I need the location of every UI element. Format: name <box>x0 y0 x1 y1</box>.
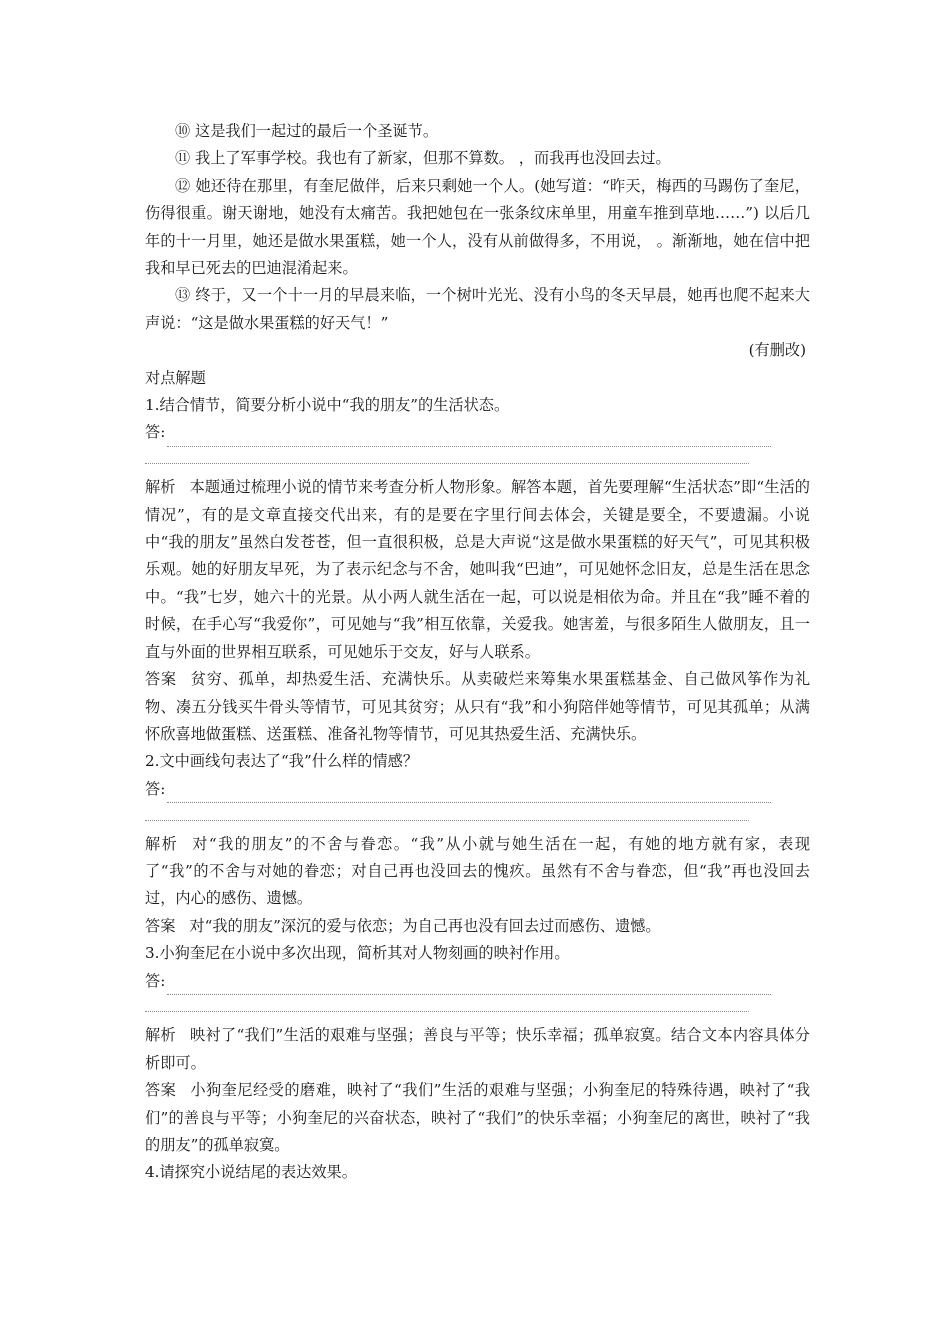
answer-3 <box>145 1077 810 1159</box>
document-page <box>145 118 810 1187</box>
analysis-label: 解析 <box>145 834 179 853</box>
answer-label: 答: <box>145 971 166 990</box>
answer-blank[interactable] <box>167 785 771 803</box>
answer-line-1[interactable] <box>145 419 810 446</box>
section-title: 对点解题 <box>145 368 206 387</box>
answer-blank-line-1[interactable] <box>145 447 810 474</box>
answer-label: 答: <box>145 423 166 442</box>
answer-2 <box>145 913 810 940</box>
answer-key-label: 答案 <box>145 1081 177 1100</box>
answer-line-2[interactable] <box>145 776 810 803</box>
paragraph-13: ⑬ 终于，又一个十一月的早晨来临，一个树叶光光、没有小鸟的冬天早晨，她再也爬不起来大声说：“这是做水果蛋糕的好天气！” <box>145 286 810 332</box>
question-3: 3.小狗奎尼在小说中多次出现，简析其对人物刻画的映衬作用。 <box>145 944 570 963</box>
question-2: 2.文中画线句表达了“我”什么样的情感？ <box>145 752 419 771</box>
answer-blank[interactable] <box>167 429 771 447</box>
analysis-label: 解析 <box>145 1026 176 1045</box>
analysis-label: 解析 <box>145 478 176 497</box>
answer-blank-line-2[interactable] <box>145 803 810 830</box>
answer-blank-line-3[interactable] <box>145 995 810 1022</box>
paragraph-11: ⑪ 我上了军事学校。我也有了新家，但那不算数。 ，而我再也没回去过。 <box>175 149 671 168</box>
answer-text: 贫穷、孤单，却热爱生活、充满快乐。从卖破烂来筹集水果蛋糕基金、自己做风筝作为礼物、凑五分钱买牛骨头等情节，可见其贫穷；从只有“我”和小狗陪伴她等情节，可见其孤单；从满怀欣喜地做蛋糕、送蛋糕、准备礼物等情节，可见其热爱生活、充满快乐。 <box>145 670 811 743</box>
paragraph-10: ⑩ 这是我们一起过的最后一个圣诞节。 <box>175 122 439 140</box>
analysis-1 <box>145 474 810 666</box>
analysis-3 <box>145 1022 810 1077</box>
answer-blank[interactable] <box>167 977 771 995</box>
analysis-text: 本题通过梳理小说的情节来考查分析人物形象。解答本题，首先要理解“生活状态”即“生活的情况”，有的是文章直接交代出来，有的是要在字里行间去体会，关键是要全，不要遗漏。小说中“我的朋友”虽然白发苍苍，但一直很积极，总是大声说“这是做水果蛋糕的好天气”，可见其积极乐观。她的好朋友早死，为了表示纪念与不舍，她叫我“巴迪”，可见她怀念旧友，总是生活在思念中。“我”七岁，她六十的光景。从小两人就生活在一起，可以说是相依为命。并且在“我”睡不着的时候，在手心写“我爱你”，可见她与“我”相互依靠，关爱我。她害羞，与很多陌生人做朋友，且一直与外面的世界相互联系，可见她乐于交友，好与人联系。 <box>145 478 810 661</box>
source-note: (有删改) <box>748 341 806 360</box>
analysis-2 <box>145 831 810 913</box>
answer-text: 对“我的朋友”深沉的爱与依恋；为自己再也没有回去过而感伤、遗憾。 <box>189 916 661 935</box>
answer-line-3[interactable] <box>145 968 810 995</box>
answer-label: 答: <box>145 779 166 798</box>
answer-key-label: 答案 <box>145 916 176 935</box>
answer-key-label: 答案 <box>145 670 177 689</box>
analysis-text: 映衬了“我们”生活的艰难与坚强；善良与平等；快乐幸福；孤单寂寞。结合文本内容具体分析即可。 <box>145 1026 810 1072</box>
paragraph-12: ⑫ 她还待在那里，有奎尼做伴，后来只剩她一个人。(她写道：“昨天，梅西的马踢伤了奎尼，伤得很重。谢天谢地，她没有太痛苦。我把她包在一张条纹床单里，用童车推到草地……”) 以后几年的十一月里，她还是做水果蛋糕，她一个人，没有从前做得多，不用说， 。渐渐地，她在信中把我和早已死去的巴迪混淆起来。 <box>145 176 810 278</box>
question-1: 1.结合情节，简要分析小说中“我的朋友”的生活状态。 <box>145 396 510 415</box>
analysis-text: 对“我的朋友”的不舍与眷恋。“我”从小就与她生活在一起，有她的地方就有家，表现了“我”的不舍与对她的眷恋；对自己再也没回去的愧疚。虽然有不舍与眷恋，但“我”再也没回去过，内心的感伤、遗憾。 <box>145 834 811 908</box>
question-4: 4.请探究小说结尾的表达效果。 <box>145 1163 357 1182</box>
answer-text: 小狗奎尼经受的磨难，映衬了“我们”生活的艰难与坚强；小狗奎尼的特殊待遇，映衬了“我们”的善良与平等；小狗奎尼的兴奋状态，映衬了“我们”的快乐幸福；小狗奎尼的离世，映衬了“我的朋友”的孤单寂寞。 <box>145 1081 811 1154</box>
answer-1 <box>145 666 810 748</box>
